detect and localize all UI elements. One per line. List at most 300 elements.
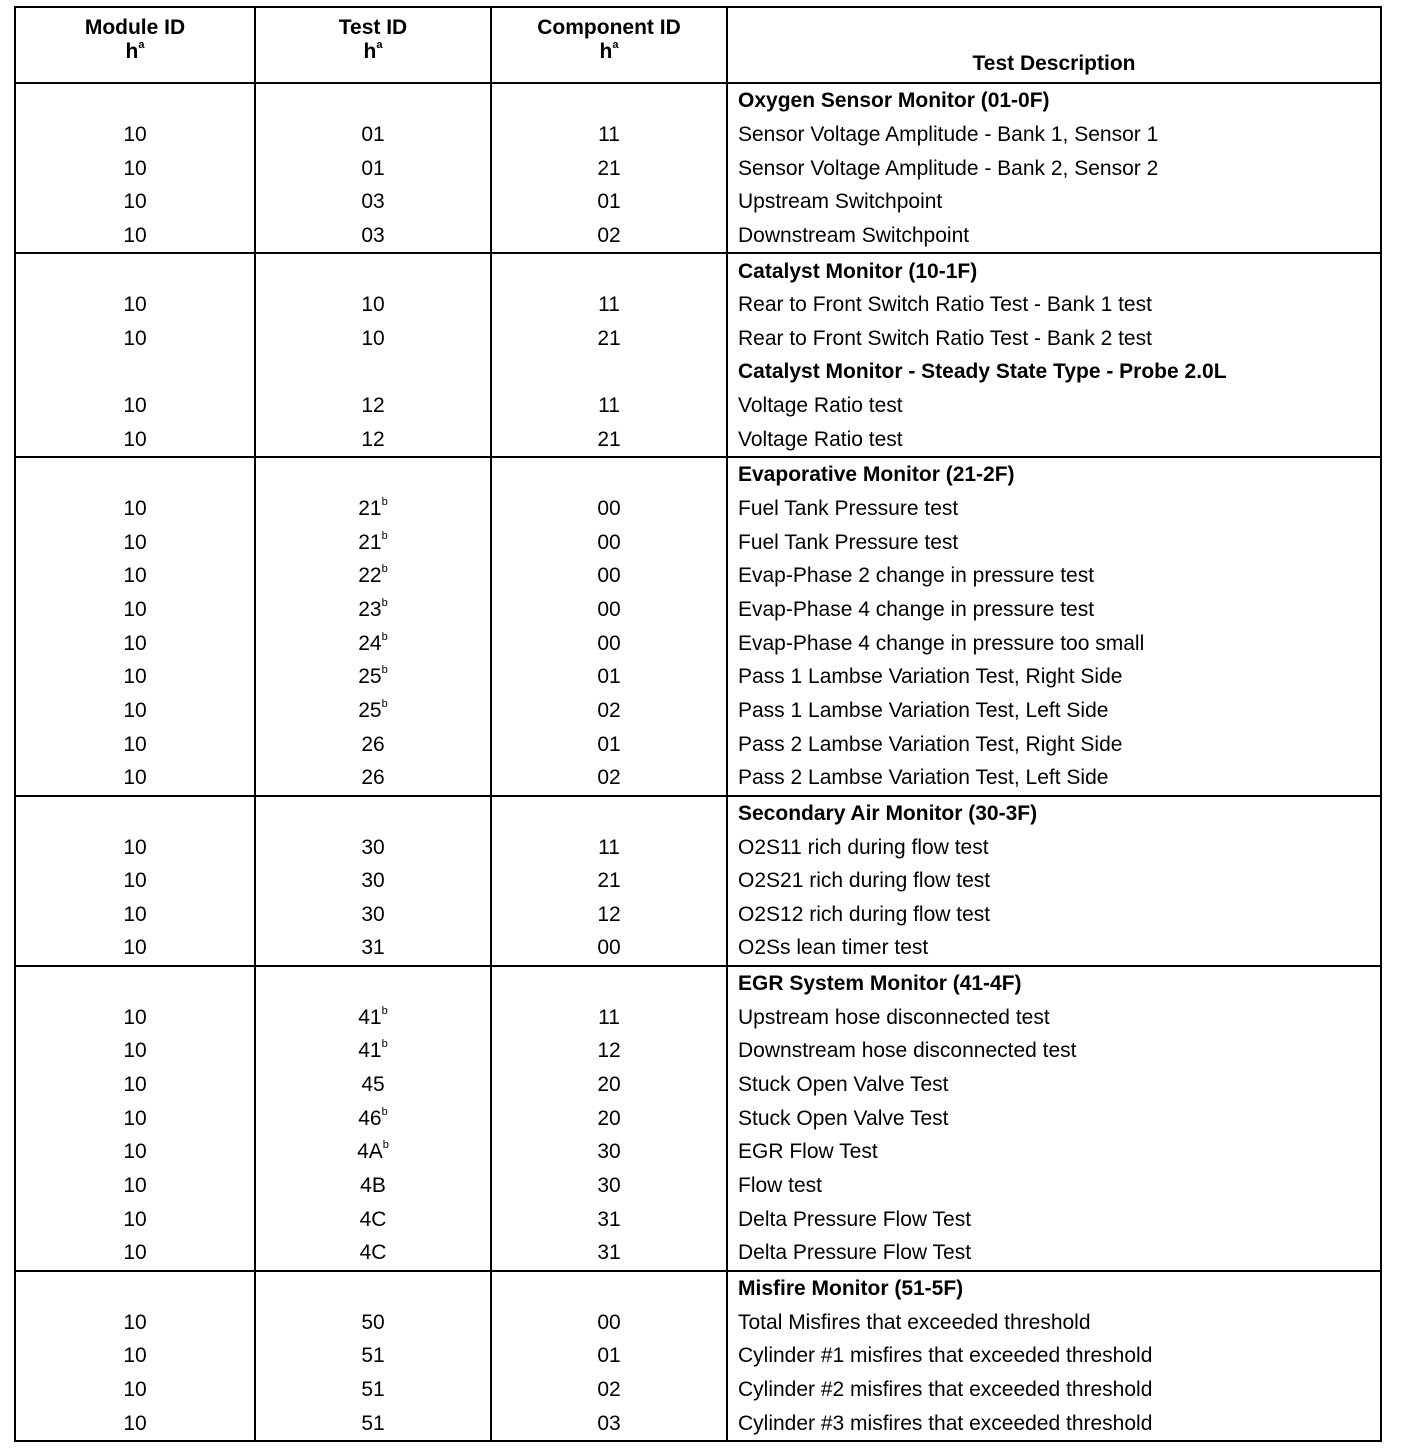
module-id-cell [15,185,255,219]
component-id-cell-text: 11 [598,835,620,859]
module-id-cell-text: 10 [123,530,147,554]
module-id-cell [15,525,255,559]
module-id-cell [15,1169,255,1203]
group-title-row [15,1271,1381,1306]
component-id-cell-text: 31 [597,1241,621,1265]
module-id-cell [15,288,255,322]
test-description-cell [727,761,1381,796]
component-id-cell-text: 21 [597,427,621,451]
table-header [15,7,1381,83]
module-id-cell [15,761,255,796]
component-id-cell-text: 00 [597,1310,621,1334]
component-id-cell [491,1339,727,1373]
component-id-cell-text: 00 [597,530,621,554]
table-row [15,830,1381,864]
test-id-cell-text: 12 [361,394,385,418]
footnote-marker: b [381,697,388,710]
test-description-cell [727,931,1381,966]
component-id-cell [491,185,727,219]
test-description-cell-text: O2S21 rich during flow test [738,869,991,893]
component-id-cell-text: 20 [597,1073,621,1097]
test-description-cell [727,1406,1381,1441]
test-id-cell-text: 21 [358,530,382,554]
test-id-cell-text: 24 [358,631,382,655]
table-row [15,1135,1381,1169]
group-title-text: EGR System Monitor (41-4F) [738,972,1022,996]
test-id-cell-text: 51 [361,1344,385,1368]
test-id-cell [255,1101,491,1135]
component-id-cell [491,1135,727,1169]
test-description-cell [727,1169,1381,1203]
table-row [15,559,1381,593]
test-id-cell [255,1339,491,1373]
test-description-cell [727,1034,1381,1068]
module-id-cell [15,492,255,526]
module-id-cell-text: 10 [123,902,147,926]
component-id-cell [491,118,727,152]
test-id-cell-text: 25 [358,698,382,722]
table-row [15,1034,1381,1068]
component-id-cell-text: 30 [597,1140,621,1164]
module-id-cell [15,219,255,254]
test-id-table [14,6,1382,1442]
component-id-cell-text: 02 [597,766,621,790]
test-cell [255,83,491,118]
table-row [15,1101,1381,1135]
test-description-cell-text: Evap-Phase 4 change in pressure too small [738,631,1145,655]
table-row [15,1236,1381,1271]
group-title-row [15,796,1381,831]
test-description-cell-text: Total Misfires that exceeded threshold [738,1310,1091,1334]
component-id-cell-text: 03 [597,1411,621,1435]
test-description-cell-text: O2S11 rich during flow test [738,835,989,859]
test-id-cell-text: 51 [361,1411,385,1435]
test-id-cell [255,219,491,254]
test-description-cell-text: Cylinder #1 misfires that exceeded threshold [738,1344,1153,1368]
module-cell [15,253,255,288]
component-id-cell-text: 11 [598,1005,620,1029]
component-id-cell-text: 30 [597,1173,621,1197]
test-description-cell-text: Delta Pressure Flow Test [738,1207,972,1231]
test-description-cell-text: Cylinder #3 misfires that exceeded threshold [738,1411,1153,1435]
test-id-cell [255,559,491,593]
test-id-cell [255,864,491,898]
module-id-cell-text: 10 [123,1039,147,1063]
test-description-cell-text: Rear to Front Switch Ratio Test - Bank 1 test [738,293,1152,317]
component-id-cell-text: 02 [597,698,621,722]
module-id-cell [15,1135,255,1169]
table-row [15,1202,1381,1236]
test-description-cell [727,626,1381,660]
test-description-cell-text: Downstream hose disconnected test [738,1039,1077,1063]
test-description-cell-text: O2Ss lean timer test [738,936,929,960]
module-id-cell-text: 10 [123,1411,147,1435]
component-id-cell-text: 00 [597,564,621,588]
module-id-cell [15,1373,255,1407]
component-id-cell [491,389,727,423]
table-row [15,1305,1381,1339]
module-id-cell [15,660,255,694]
table-row [15,185,1381,219]
module-id-cell [15,593,255,627]
component-id-cell [491,525,727,559]
test-description-cell [727,322,1381,356]
footnote-marker: b [381,1004,388,1017]
test-cell [255,457,491,492]
table-row [15,1000,1381,1034]
test-id-cell-text: 4A [357,1140,383,1164]
test-description-cell [727,830,1381,864]
table-row [15,288,1381,322]
component-id-cell-text: 11 [598,394,620,418]
component-cell [491,796,727,831]
test-id-cell [255,660,491,694]
test-description-cell [727,864,1381,898]
component-id-cell [491,1068,727,1102]
test-description-cell-text: Delta Pressure Flow Test [738,1241,972,1265]
test-id-cell-text: 51 [361,1377,385,1401]
module-cell [15,966,255,1001]
test-description-cell-text: Stuck Open Valve Test [738,1106,949,1130]
module-id-cell-text: 10 [123,1310,147,1334]
component-cell [491,966,727,1001]
module-id-cell [15,322,255,356]
table-row [15,931,1381,966]
component-id-cell [491,931,727,966]
component-id-cell [491,1000,727,1034]
test-id-cell [255,118,491,152]
table-row [15,492,1381,526]
test-id-cell-text: 03 [361,223,385,247]
test-id-cell [255,1406,491,1441]
component-id-cell-text: 01 [597,732,621,756]
component-id-cell-text: 01 [597,190,621,214]
group-title-row [15,83,1381,118]
test-id-cell [255,897,491,931]
module-id-cell-text: 10 [123,1173,147,1197]
test-id-cell-text: 4C [359,1207,387,1231]
component-id-cell [491,1202,727,1236]
module-id-cell-text: 10 [123,1005,147,1029]
test-id-cell-text: 50 [361,1310,385,1334]
test-description-cell [727,727,1381,761]
module-id-cell-text: 10 [123,1241,147,1265]
test-description-cell [727,1339,1381,1373]
component-id-cell [491,1101,727,1135]
test-description-cell-text: Downstream Switchpoint [738,223,970,247]
module-id-cell [15,559,255,593]
test-id-cell-text: 12 [361,427,385,451]
test-description-cell-text: Pass 2 Lambse Variation Test, Right Side [738,732,1123,756]
test-id-cell [255,593,491,627]
test-description-cell [727,897,1381,931]
test-description-cell-text: Sensor Voltage Amplitude - Bank 1, Sensor 1 [738,122,1159,146]
test-description-cell [727,1068,1381,1102]
component-id-cell-text: 21 [597,156,621,180]
table-row [15,422,1381,457]
component-id-cell [491,422,727,457]
test-description-cell-text: Rear to Front Switch Ratio Test - Bank 2 test [738,326,1152,350]
component-id-cell [491,1373,727,1407]
footnote-marker: b [381,664,388,677]
component-id-cell [491,1406,727,1441]
footnote-marker: b [381,630,388,643]
test-id-cell [255,322,491,356]
test-id-cell [255,830,491,864]
module-id-cell-text: 10 [123,869,147,893]
table-row [15,389,1381,423]
component-id-cell-text: 11 [598,293,620,317]
component-id-cell-text: 01 [597,665,621,689]
module-id-cell-text: 10 [123,598,147,621]
component-id-cell-text: 21 [597,326,621,350]
component-id-cell-text: 12 [597,902,621,926]
component-id-cell [491,897,727,931]
component-id-cell-text: 01 [597,1344,621,1368]
footnote-marker: b [381,1038,388,1051]
component-id-cell [491,322,727,356]
group-title-text: Catalyst Monitor - Steady State Type - Probe 2.0L [738,360,1227,384]
table-row [15,1339,1381,1373]
test-description-cell-text: Pass 1 Lambse Variation Test, Left Side [738,698,1109,722]
test-description-cell [727,1000,1381,1034]
component-cell [491,1271,727,1306]
test-description-cell [727,1305,1381,1339]
test-id-cell [255,1236,491,1271]
module-cell [15,457,255,492]
component-id-cell [491,727,727,761]
test-id-cell-text: 4C [359,1241,387,1265]
component-cell [491,355,727,389]
table-row [15,219,1381,254]
test-id-cell-text: 10 [361,326,385,350]
module-id-cell-text: 10 [123,665,147,689]
component-id-cell [491,559,727,593]
group-title-text: Secondary Air Monitor (30-3F) [738,801,1038,825]
module-id-cell [15,830,255,864]
module-id-cell-text: 10 [123,732,147,756]
test-id-cell-text: 46 [358,1106,382,1130]
component-id-cell [491,219,727,254]
test-id-cell [255,694,491,728]
test-description-cell-text: Pass 2 Lambse Variation Test, Left Side [738,766,1109,790]
group-title [727,457,1381,492]
component-id-cell [491,593,727,627]
module-id-cell [15,118,255,152]
table-row [15,151,1381,185]
test-id-cell-text: 21 [358,497,382,521]
group-title-row [15,457,1381,492]
module-id-cell [15,1406,255,1441]
test-id-cell [255,389,491,423]
test-description-cell [727,219,1381,254]
component-id-cell [491,288,727,322]
module-id-cell [15,1339,255,1373]
footnote-marker: b [382,1139,389,1152]
test-id-cell [255,185,491,219]
module-id-cell [15,864,255,898]
test-description-cell-text: Fuel Tank Pressure test [738,497,959,521]
test-cell [255,1271,491,1306]
table-body [15,83,1381,1441]
module-id-cell-text: 10 [123,698,147,722]
group-title-text: Evaporative Monitor (21-2F) [738,463,1015,487]
footnote-marker: b [381,597,388,609]
component-id-cell-text: 02 [597,223,621,247]
test-cell [255,355,491,389]
module-cell [15,355,255,389]
group-title [727,355,1381,389]
test-id-cell [255,151,491,185]
component-id-cell-text: 20 [597,1106,621,1130]
component-id-cell-text: 00 [597,631,621,655]
component-id-cell [491,492,727,526]
test-description-cell-text: Cylinder #2 misfires that exceeded threshold [738,1377,1153,1401]
test-id-cell [255,1169,491,1203]
module-id-cell-text: 10 [123,936,147,960]
module-id-cell [15,931,255,966]
module-id-cell-text: 10 [123,156,147,180]
group-title-text: Catalyst Monitor (10-1F) [738,259,978,283]
test-description-cell-text: Stuck Open Valve Test [738,1073,949,1097]
table-row [15,593,1381,627]
component-id-cell [491,626,727,660]
module-id-cell-text: 10 [123,1073,147,1097]
test-description-cell-text: Upstream Switchpoint [738,190,943,214]
group-title [727,83,1381,118]
test-id-cell-text: 30 [361,869,385,893]
module-id-cell-text: 10 [123,1140,147,1164]
table-row [15,322,1381,356]
component-cell [491,457,727,492]
component-cell [491,253,727,288]
module-id-cell-text: 10 [123,1377,147,1401]
test-id-cell-text: 25 [358,665,382,689]
test-id-cell-text: 41 [358,1039,382,1063]
test-description-cell [727,492,1381,526]
table-row [15,626,1381,660]
module-id-cell [15,897,255,931]
component-id-cell-text: 21 [597,869,621,893]
module-id-cell [15,1305,255,1339]
table-row [15,694,1381,728]
group-title [727,253,1381,288]
module-id-cell [15,727,255,761]
module-id-cell-text: 10 [123,293,147,317]
test-description-cell [727,525,1381,559]
module-id-cell-text: 10 [123,564,147,588]
footnote-marker: b [381,529,388,542]
table-row [15,727,1381,761]
group-title-text: Oxygen Sensor Monitor (01-0F) [738,89,1050,113]
component-id-cell [491,1034,727,1068]
test-id-cell-text: 41 [358,1005,382,1029]
module-id-cell-text: 10 [123,835,147,859]
test-description-cell [727,1373,1381,1407]
test-id-cell [255,727,491,761]
test-description-cell [727,1236,1381,1271]
test-id-cell [255,626,491,660]
component-id-cell-text: 00 [597,497,621,521]
table-row [15,1373,1381,1407]
component-id-cell [491,761,727,796]
test-id-header: Test ID $h^a$ [255,7,491,83]
test-description-cell-text: Sensor Voltage Amplitude - Bank 2, Sensor 2 [738,156,1159,180]
footnote-marker: b [381,496,388,509]
test-description-cell-text: Upstream hose disconnected test [738,1005,1050,1029]
module-id-cell-text: 10 [123,1207,147,1231]
test-description-cell [727,1202,1381,1236]
module-cell [15,1271,255,1306]
component-id-cell [491,1305,727,1339]
module-id-cell-text: 10 [123,190,147,214]
test-id-cell [255,761,491,796]
test-id-cell [255,1135,491,1169]
table-row [15,1169,1381,1203]
test-id-cell [255,525,491,559]
module-id-cell-text: 10 [123,223,147,247]
test-id-cell-text: 26 [361,732,385,756]
test-cell [255,966,491,1001]
group-title-text: Misfire Monitor (51-5F) [738,1276,964,1300]
test-id-cell-text: 26 [361,766,385,790]
component-id-cell [491,1236,727,1271]
test-id-cell-text: 45 [361,1073,385,1097]
module-id-cell-text: 10 [123,497,147,521]
component-id-cell [491,660,727,694]
table-row [15,1406,1381,1441]
test-id-cell [255,931,491,966]
test-description-cell [727,1135,1381,1169]
test-id-cell [255,1202,491,1236]
test-id-cell [255,422,491,457]
component-id-cell-text: 11 [598,122,620,146]
group-title-row [15,966,1381,1001]
test-description-cell-text: Voltage Ratio test [738,394,903,418]
test-description-cell [727,118,1381,152]
component-id-cell [491,864,727,898]
component-id-cell-text: 31 [597,1207,621,1231]
test-description-cell [727,1101,1381,1135]
module-cell [15,83,255,118]
module-id-cell-text: 10 [123,394,147,418]
test-description-cell [727,389,1381,423]
test-id-cell [255,1068,491,1102]
module-id-cell [15,1101,255,1135]
module-id-cell [15,1202,255,1236]
test-description-header: Test Description [727,7,1381,83]
table-row [15,897,1381,931]
table-row [15,660,1381,694]
footnote-marker: b [381,1105,388,1118]
test-id-cell-text: 22 [358,564,382,588]
component-id-cell-text: 02 [597,1377,621,1401]
component-id-cell [491,694,727,728]
test-description-cell [727,151,1381,185]
test-id-cell-text: 01 [361,156,385,180]
test-description-cell-text: Fuel Tank Pressure test [738,530,959,554]
test-id-cell [255,1034,491,1068]
test-description-cell [727,559,1381,593]
module-id-cell [15,422,255,457]
test-id-cell-text: 10 [361,293,385,317]
table-row [15,761,1381,796]
test-description-cell [727,422,1381,457]
group-title-row [15,253,1381,288]
test-cell [255,796,491,831]
test-id-cell-text: 30 [361,835,385,859]
module-id-cell-text: 10 [123,631,147,655]
